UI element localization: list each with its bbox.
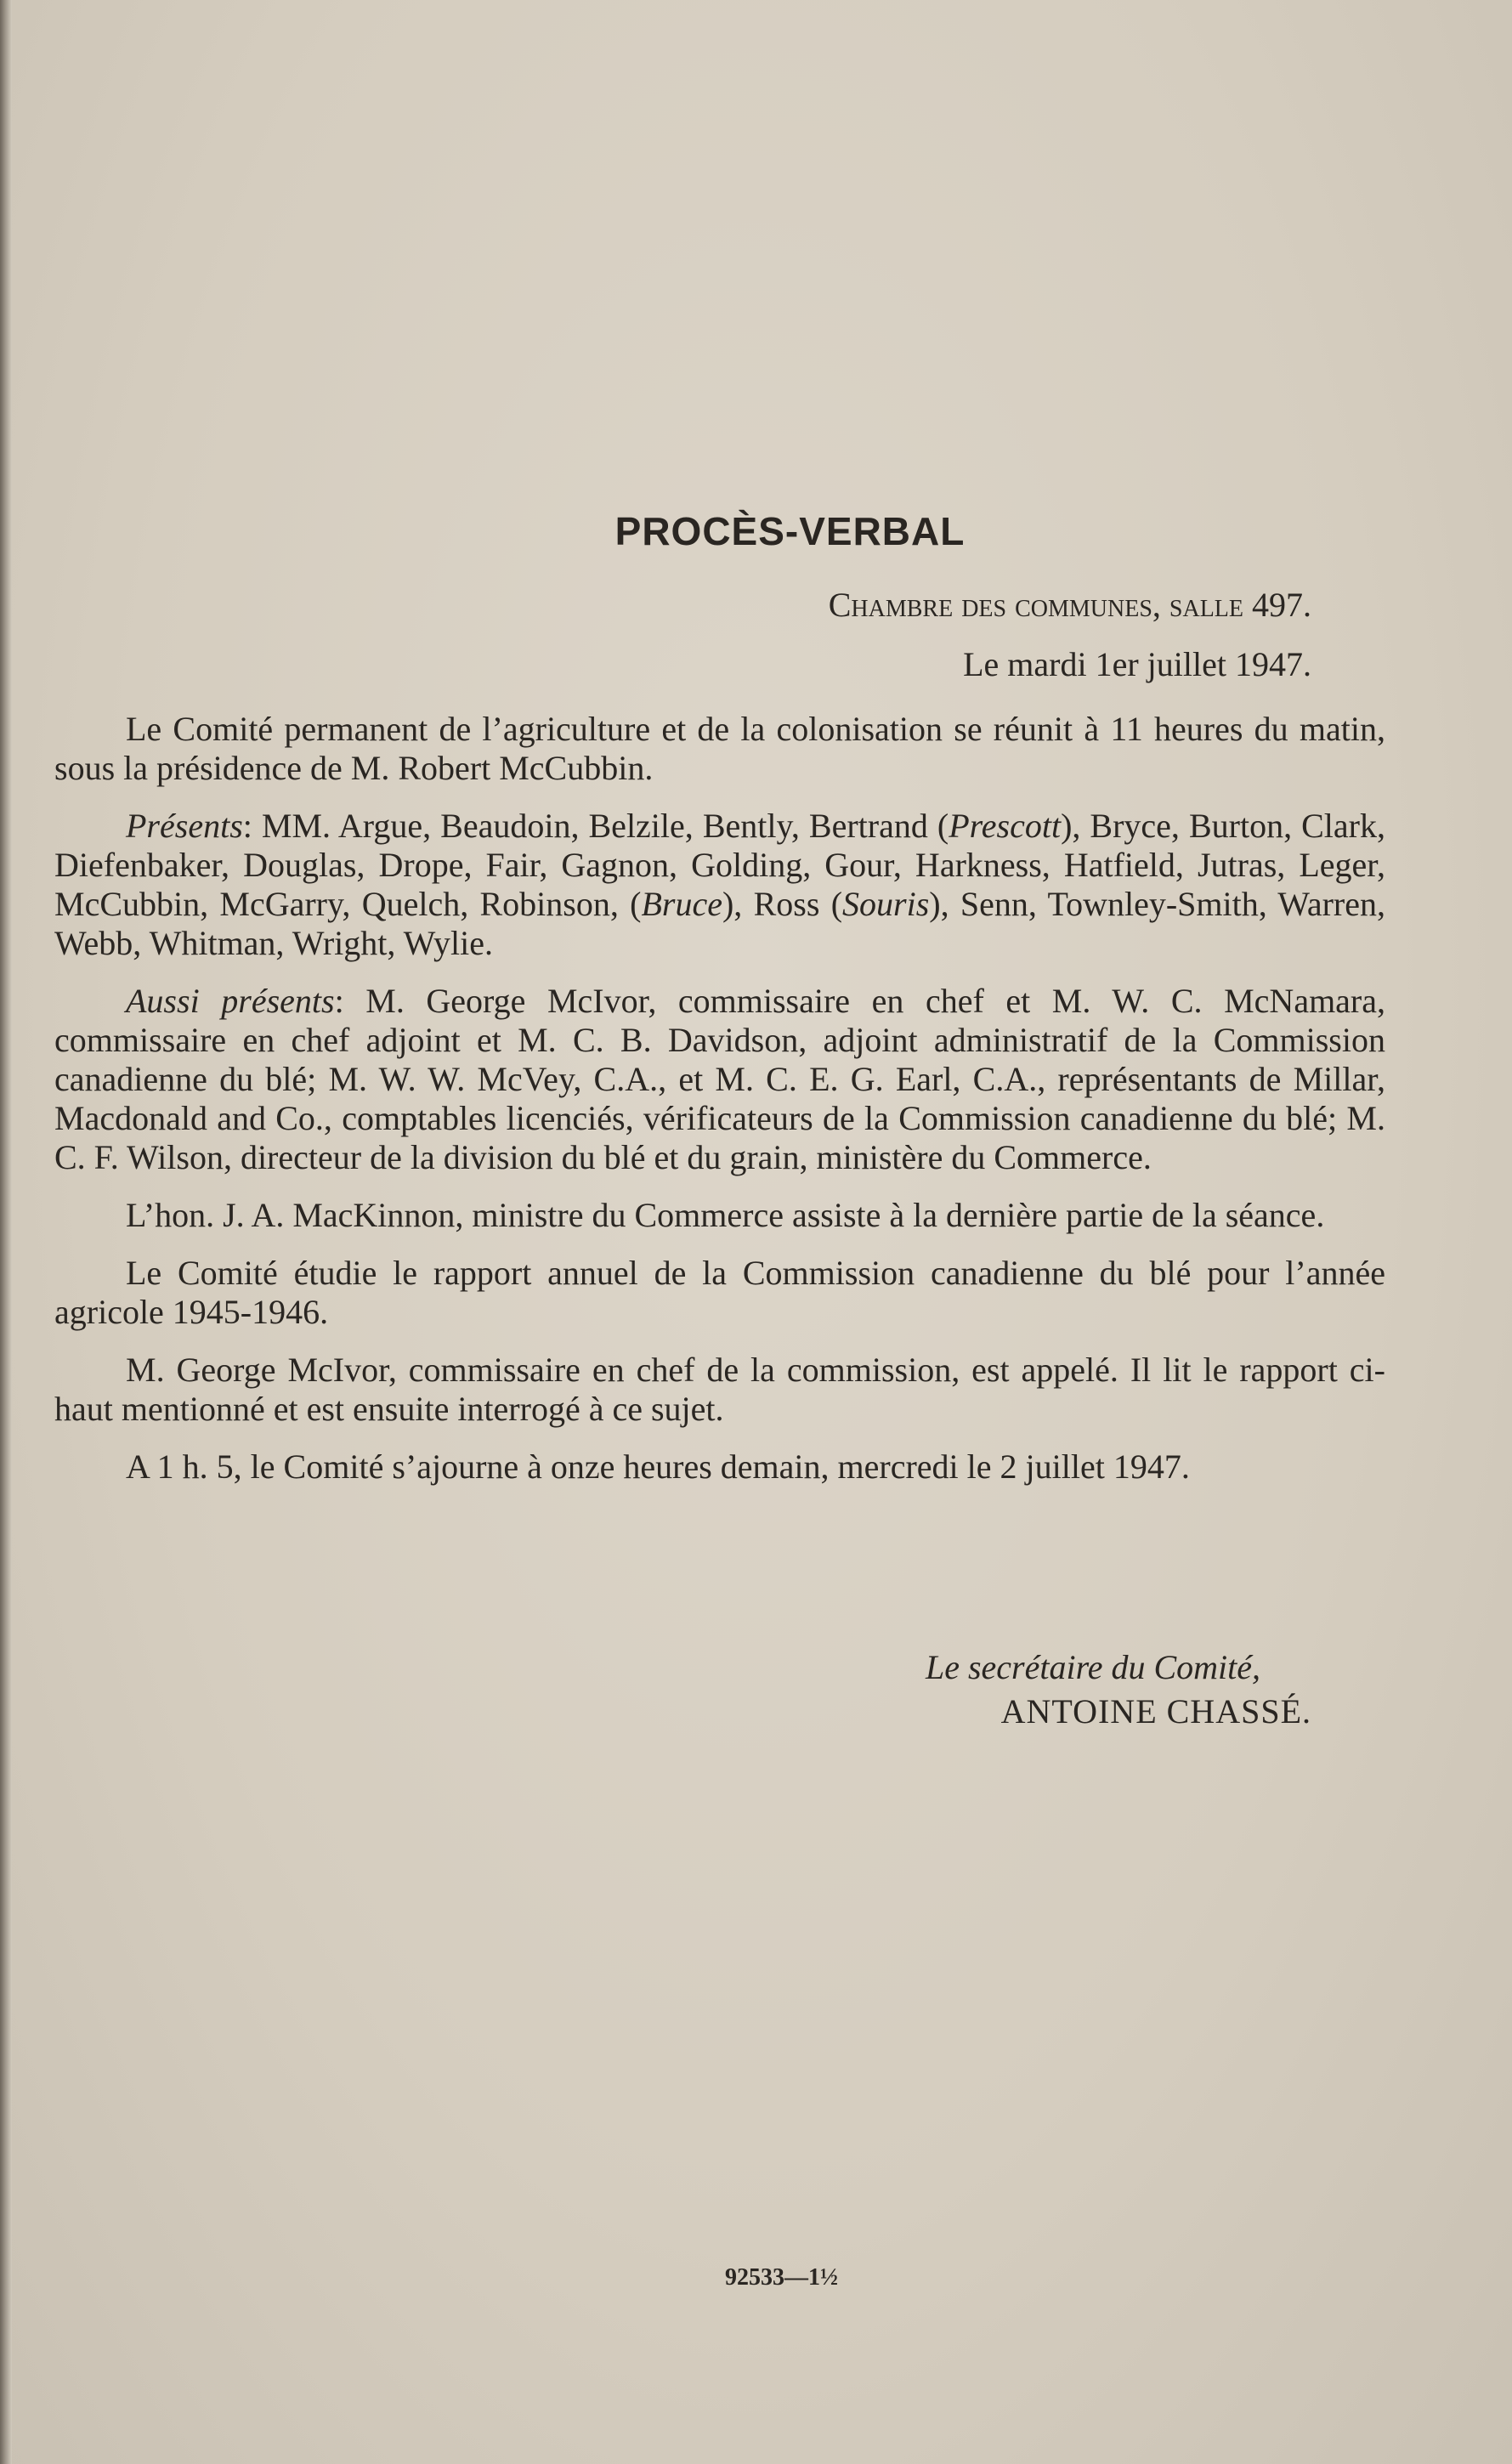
members-text-d: ), Senn, Townley-Smith, Warren, Webb, Whitman, Wright, Wylie.: [54, 885, 1386, 962]
document-body: [54, 710, 1385, 1505]
present-label: Présents: [126, 807, 243, 845]
minister-paragraph: L’hon. J. A. MacKinnon, ministre du Commerce assiste à la dernière partie de la séance.: [126, 1196, 1325, 1234]
also-present-text: : M. George McIvor, commissaire en chef et M. W. C. McNamara, commissaire en chef adjoint et M. C. B. Davidson, adjoint administratif de la Commission canadienne du blé; M. W. W. McVey, C.A., et M. C. E. G. Earl, C.A., représentants de Millar, Macdonald and Co., comptables licenciés, vérificateurs de la Commission canadienne du blé; M. C. F. Wilson, directeur de la division du blé et du grain, ministère du Commerce.: [54, 982, 1386, 1176]
print-number: 92533—1½: [725, 2264, 838, 2291]
members-text-c: ), Ross (: [722, 885, 843, 923]
document-title: PROCÈS-VERBAL: [614, 509, 966, 553]
witness-paragraph: M. George McIvor, commissaire en chef de la commission, est appelé. Il lit le rapport ci-haut mentionné et est ensuite interrogé à ce sujet.: [54, 1351, 1385, 1428]
adjournment-paragraph: A 1 h. 5, le Comité s’ajourne à onze heures demain, mercredi le 2 juillet 1947.: [126, 1447, 1190, 1486]
riding-bruce: Bruce: [641, 885, 722, 923]
also-present-label: Aussi présents: [126, 982, 335, 1020]
members-text-b: ), Bryce, Burton, Clark, Diefenbaker, Douglas, Drope, Fair, Gagnon, Golding, Gour, Harkness, Hatfield, Jutras, Leger, McCubbin, McGarry, Quelch, Robinson, (: [54, 807, 1385, 923]
members-text-a: : MM. Argue, Beaudoin, Belzile, Bently, Bertrand (: [242, 807, 949, 845]
riding-souris: Souris: [842, 885, 930, 923]
riding-prescott: Prescott: [949, 807, 1062, 845]
signature-role: Le secrétaire du Comité,: [925, 1648, 1260, 1686]
meeting-place: Chambre des communes, salle 497.: [828, 586, 1311, 624]
signature-name: ANTOINE CHASSÉ.: [1000, 1692, 1311, 1730]
also-present-paragraph: [54, 982, 1385, 1177]
report-paragraph: Le Comité étudie le rapport annuel de la Commission canadienne du blé pour l’année agricole 1945-1946.: [54, 1254, 1385, 1331]
opening-paragraph: Le Comité permanent de l’agriculture et de la colonisation se réunit à 11 heures du matin, sous la présidence de M. Robert McCubbin.: [54, 710, 1385, 787]
meeting-date: Le mardi 1er juillet 1947.: [963, 645, 1311, 683]
members-present-paragraph: [54, 807, 1385, 963]
